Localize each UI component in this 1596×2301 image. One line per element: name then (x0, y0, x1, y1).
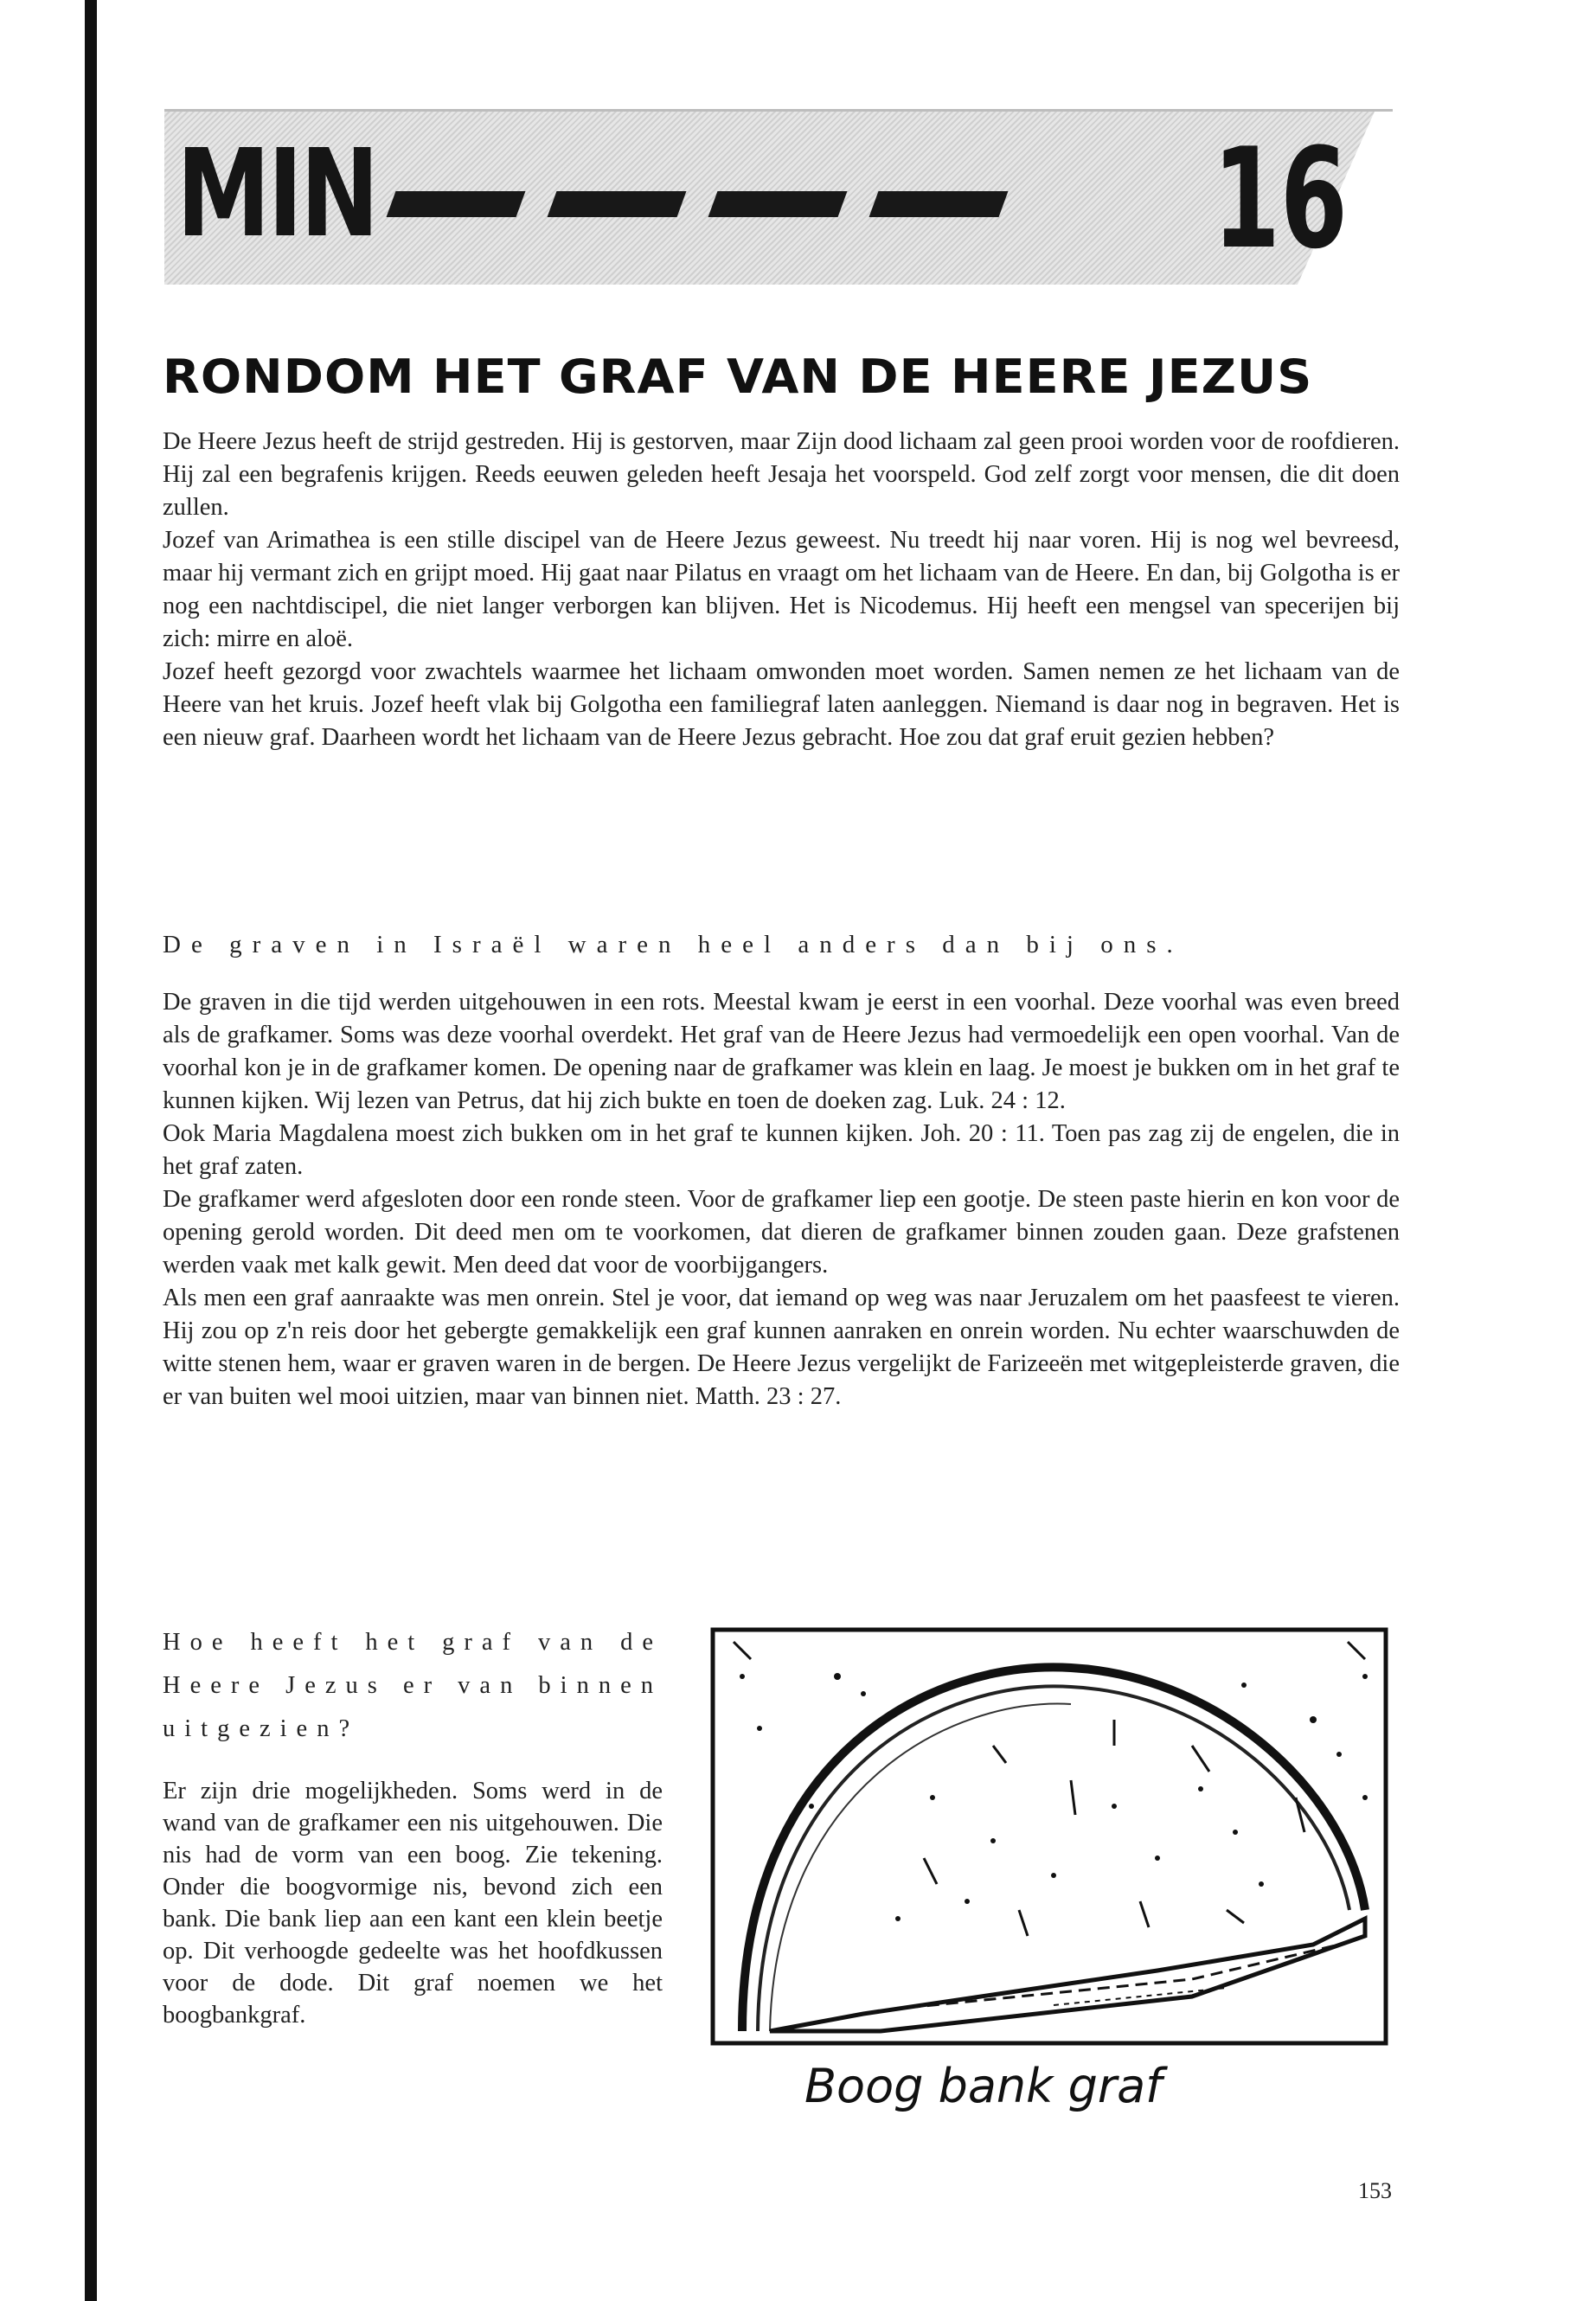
section-intro (163, 426, 1400, 754)
paragraph: Ook Maria Magdalena moest zich bukken om in het graf te kunnen kijken. Joh. 20 : 11. Toen pas zag zij de engelen, die in het graf zaten. (163, 1120, 1400, 1180)
banner-left-text: MIN (176, 124, 377, 265)
boog-bank-graf-drawing (708, 1625, 1391, 2048)
banner-dash (708, 191, 848, 217)
page-binding-edge (85, 0, 97, 2301)
paragraph: Jozef heeft gezorgd voor zwachtels waarmee het lichaam omwonden moet worden. Samen nemen ze het lichaam van de Heere van het kruis. Jozef heeft vlak bij Golgotha een familiegraf laten aanleggen. Niemand is daar nog in begraven. Het is een nieuw graf. Daarheen wordt het lichaam van de Heere Jezus gebracht. Hoe zou dat graf eruit gezien hebben? (163, 658, 1400, 751)
page-title: RONDOM HET GRAF VAN DE HEERE JEZUS (163, 349, 1313, 404)
banner-dash (548, 191, 687, 217)
banner-lesson-number: 16 (1213, 118, 1348, 279)
subheading-grave-inside: Hoe heeft het graf van de Heere Jezus er van binnen uitgezien? (163, 1629, 663, 1742)
banner-dash (869, 191, 1009, 217)
header-banner (164, 109, 1393, 285)
paragraph: De grafkamer werd afgesloten door een ronde steen. Voor de grafkamer liep een gootje. De steen paste hierin en kon voor de opening gerold worden. Dit deed men om te voorkomen, dat dieren de grafkamer binnen zouden gaan. Deze grafstenen werden vaak met kalk gewit. Men deed dat voor de voorbijgangers. (163, 1186, 1400, 1279)
page-number: 153 (1358, 2178, 1392, 2203)
paragraph: Er zijn drie mogelijkheden. Soms werd in de wand van de grafkamer een nis uitgehouwen. Die nis had de vorm van een boog. Zie tekening. Onder die boogvormige nis, bevond zich een bank. Die bank liep aan een kant een klein beetje op. Dit verhoogde gedeelte was het hoofdkussen voor de dode. Dit graf noemen we het boogbankgraf. (163, 1778, 663, 2029)
section-grave-inside (163, 1621, 663, 2031)
subheading-graves-israel: De graven in Israël waren heel anders dan bij ons. (163, 931, 1183, 958)
drawing-caption: Boog bank graf (804, 2059, 1163, 2113)
banner-dash (387, 191, 526, 217)
paragraph: Als men een graf aanraakte was men onrein. Stel je voor, dat iemand op weg was naar Jeruzalem om het paasfeest te vieren. Hij zou op z'n reis door het gebergte gemakkelijk een graf kunnen aanraken en onrein worden. Nu echter waarschuwden de witte stenen hem, waar er graven waren in de bergen. De Heere Jezus vergelijkt de Farizeeën met witgepleisterde graven, die er van buiten wel mooi uitzien, maar van binnen niet. Matth. 23 : 27. (163, 1285, 1400, 1410)
paragraph: Jozef van Arimathea is een stille discipel van de Heere Jezus geweest. Nu treedt hij naar voren. Hij is nog wel bevreesd, maar hij vermant zich en grijpt moed. Hij gaat naar Pilatus en vraagt om het lichaam van de Heere. En dan, bij Golgotha is er nog een nachtdiscipel, die niet langer verborgen kan blijven. Het is Nicodemus. Hij heeft een mengsel van specerijen bij zich: mirre en aloë. (163, 527, 1400, 652)
paragraph: De graven in die tijd werden uitgehouwen in een rots. Meestal kwam je eerst in een voorhal. Deze voorhal was even breed als de grafkamer. Soms was deze voorhal overdekt. Het graf van de Heere Jezus had vermoedelijk een open voorhal. Van de voorhal kon je in de grafkamer komen. De opening naar de grafkamer was klein en laag. Je moest je bukken om in het graf te kunnen kijken. Wij lezen van Petrus, dat hij zich bukte en toen de doeken zag. Luk. 24 : 12. (163, 989, 1400, 1114)
section-graves (163, 986, 1400, 1413)
paragraph: De Heere Jezus heeft de strijd gestreden. Hij is gestorven, maar Zijn dood lichaam zal geen prooi worden voor de roofdieren. Hij zal een begrafenis krijgen. Reeds eeuwen geleden heeft Jesaja het voorspeld. God zelf zorgt voor mensen, die dit doen zullen. (163, 428, 1400, 521)
